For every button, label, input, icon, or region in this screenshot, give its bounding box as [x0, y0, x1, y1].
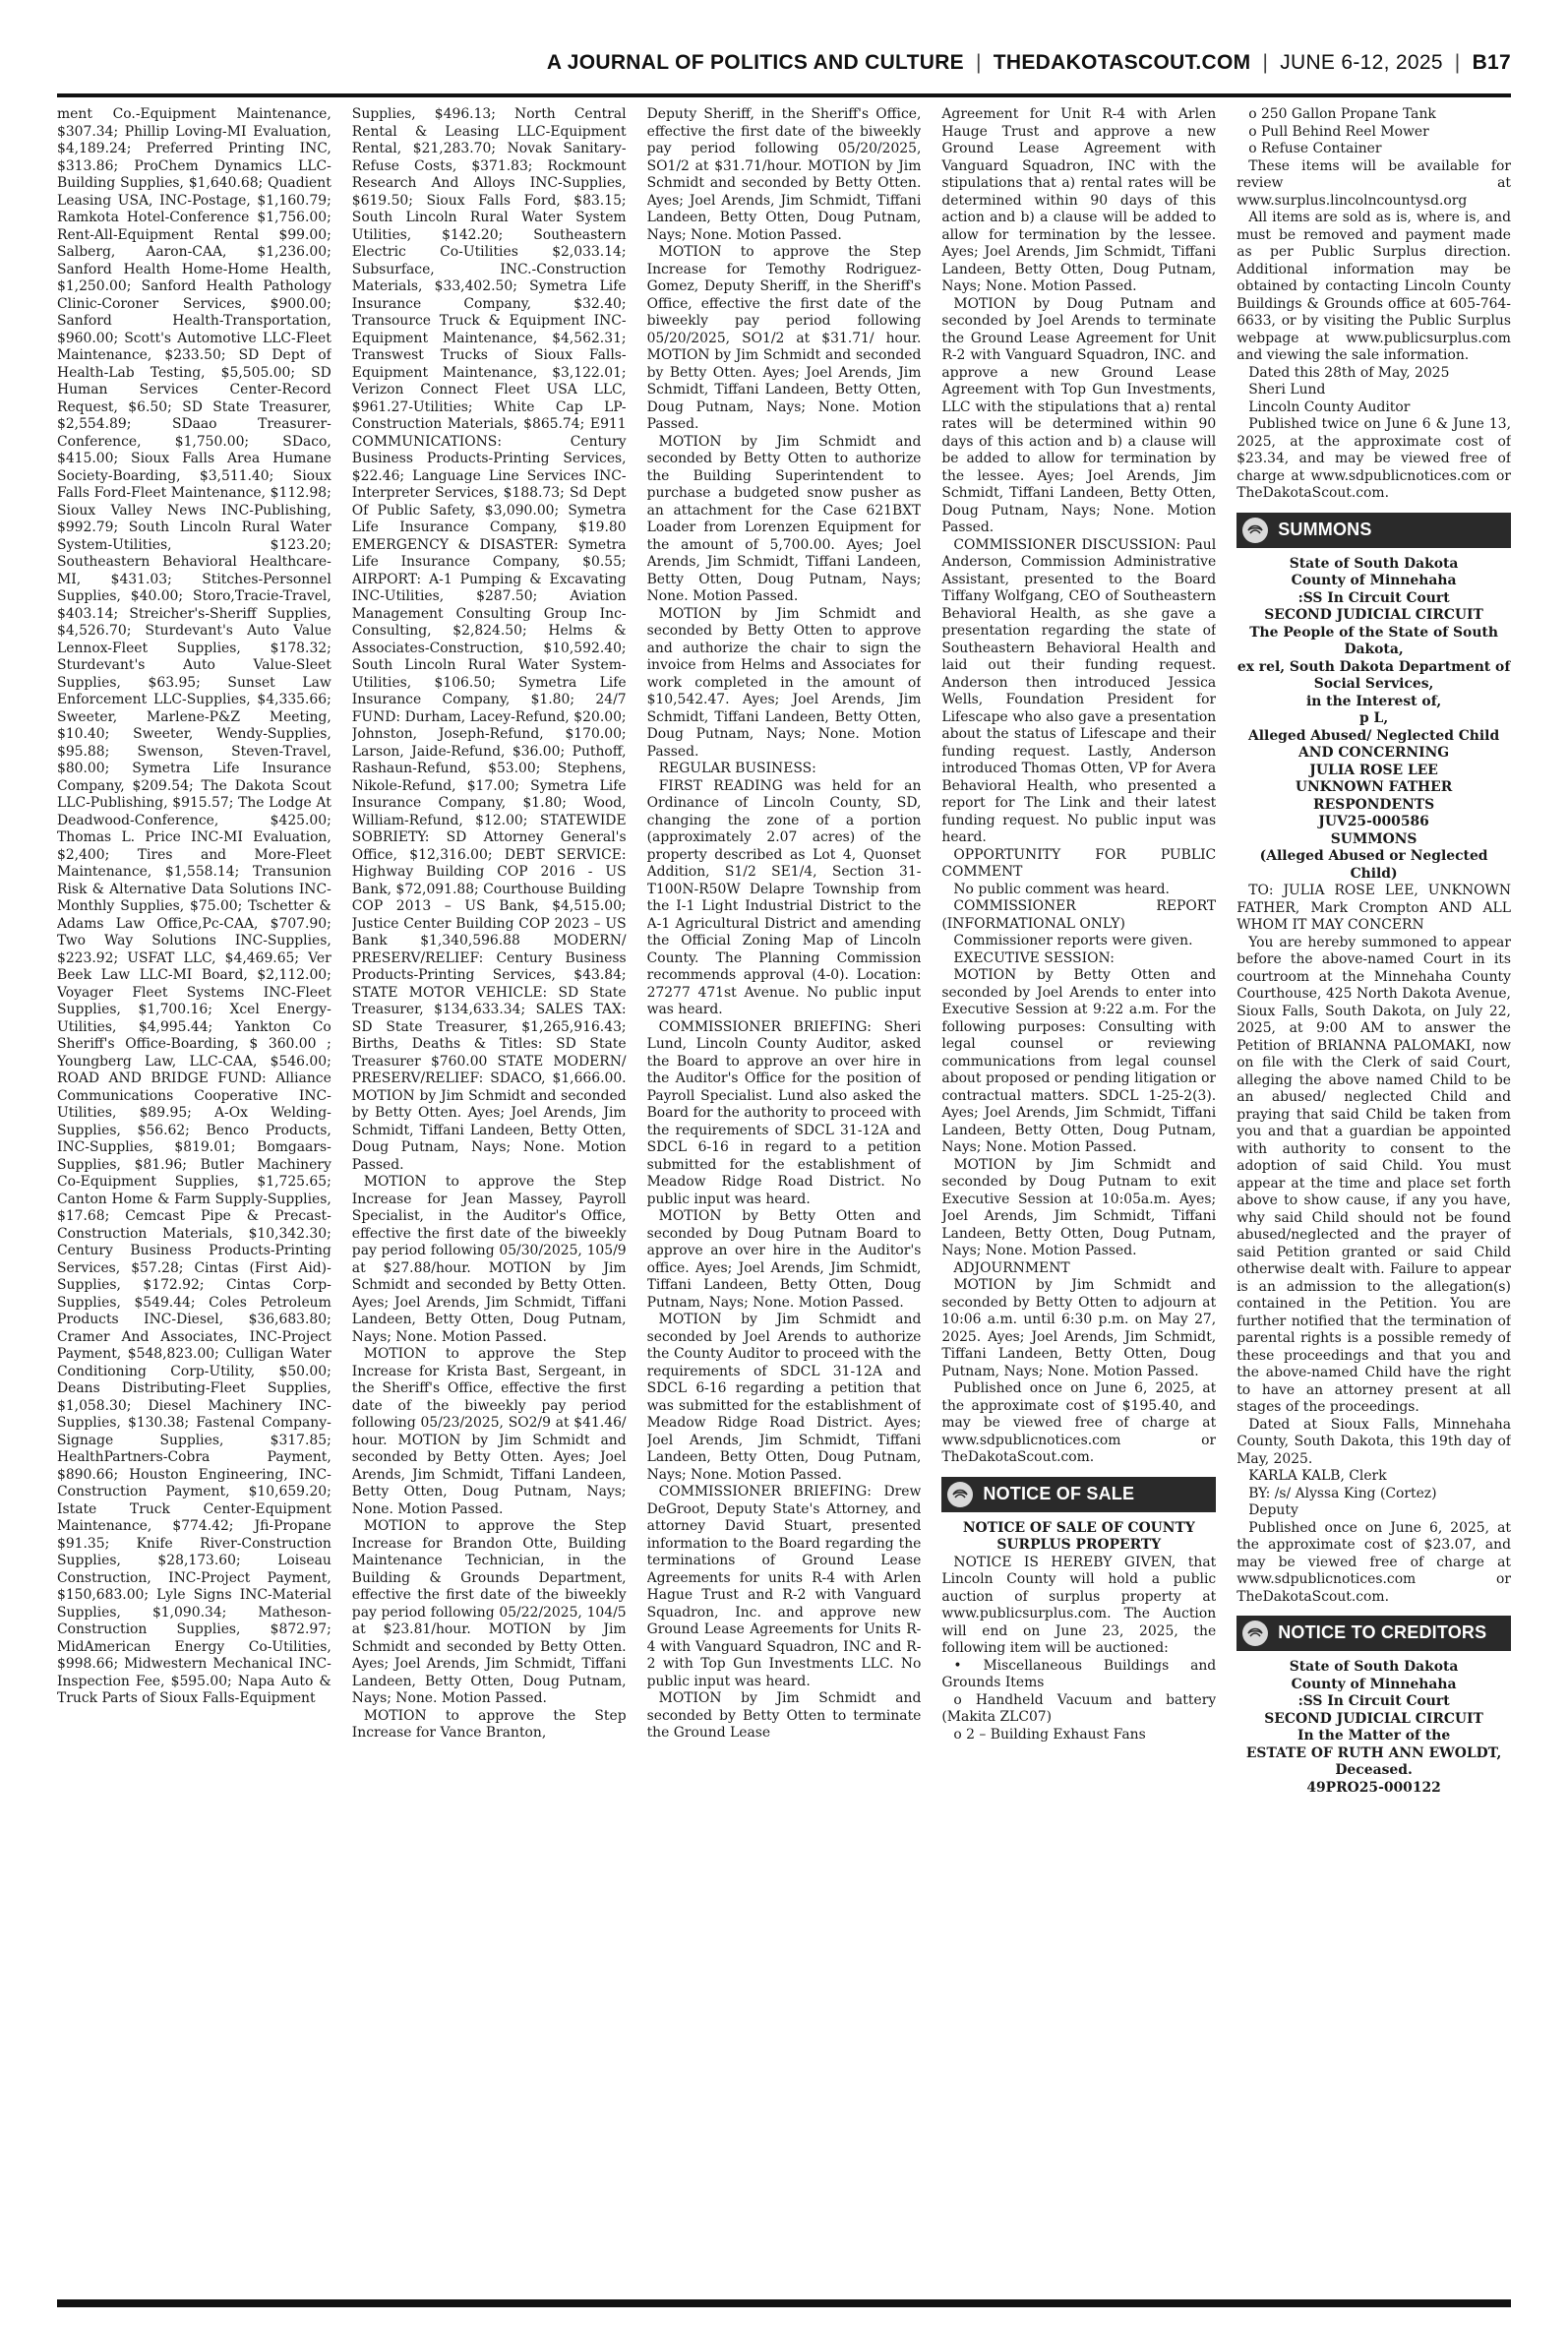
summons-heading-line: RESPONDENTS: [1313, 796, 1435, 813]
motion-paragraph: MOTION by Jim Schmidt and seconded by Betty Otten to terminate the Ground Lease: [646, 1690, 922, 1741]
sale-item: • Miscellaneous Buildings and Grounds Items: [941, 1657, 1217, 1690]
banner-label: NOTICE OF SALE: [983, 1483, 1135, 1503]
issue-date: JUNE 6-12, 2025: [1280, 51, 1443, 74]
summons-heading-line: in the Interest of,: [1305, 693, 1442, 709]
summons-heading-line: SECOND JUDICIAL CIRCUIT: [1264, 607, 1483, 623]
creditors-heading-line: :SS In Circuit Court: [1297, 1693, 1450, 1709]
sale-body: Dated this 28th of May, 2025: [1248, 364, 1450, 381]
motion-paragraph: COMMISSIONER DISCUSSION: Paul Anderson, Commission Administrative Assistant, presented to the Board Tiffany Wolfgang, CEO of Southeastern Behavioral Health, as she gave a presentation regarding the state of Southeastern Behavioral Health and laid out their funding request. Anderson then introduced Jessica Wells, Foundation President for Lifescape who also gave a presentation about the status of Lifescape and their funding request. Lastly, Anderson introduced Thomas Otten, VP for Avera Behavioral Health, who presented a report for The Link and their latest funding request. No public input was heard.: [941, 536, 1217, 845]
notice-columns: [57, 106, 1511, 2295]
column-2: [352, 106, 627, 2295]
motion-paragraph: MOTION by Jim Schmidt and seconded by Betty Otten to adjourn at 10:06 a.m. until 6:30 p.m. on May 27, 2025. Ayes; Joel Arends, Jim Schmidt, Tiffani Landeen, Betty Otten, Doug Putnam, Nays; None. Motion Passed.: [941, 1277, 1217, 1379]
summons-heading-line: p L,: [1359, 710, 1389, 726]
header-rule: [57, 93, 1511, 97]
summons-body: Dated at Sioux Falls, Minnehaha County, South Dakota, this 19th day of May, 2025.: [1236, 1416, 1511, 1467]
motion-paragraph: MOTION to approve the Step Increase for Vance Branton,: [351, 1707, 627, 1741]
section-heading: EXECUTIVE SESSION:: [953, 949, 1115, 966]
sale-intro: NOTICE IS HEREBY GIVEN, that Lincoln County will hold a public auction of surplus property at www.publicsurplus.com. The Auction will end on June 23, 2025, the following item will be auctioned:: [941, 1554, 1217, 1656]
motion-paragraph: No public comment was heard.: [953, 881, 1170, 897]
summons-heading-line: (Alleged Abused or Neglected Child): [1259, 848, 1488, 882]
summons-heading-line: Alleged Abused/ Neglected Child: [1247, 727, 1500, 744]
section-heading: OPPORTUNITY FOR PUBLIC COMMENT: [941, 846, 1217, 880]
banner-label: NOTICE TO CREDITORS: [1278, 1622, 1487, 1643]
header-separator: |: [1454, 51, 1461, 74]
motion-paragraph: COMMISSIONER BRIEFING: Sheri Lund, Lincoln County Auditor, asked the Board to approve an over hire in the Auditor's Office for the position of Payroll Specialist. Lund also asked the Board for the authority to proceed with the requirements of SDCL 31-12A and SDCL 6-16 in regard to a petition submitted for the establishment of Meadow Ridge Road District. No public input was heard.: [646, 1018, 922, 1207]
motion-paragraph: MOTION by Jim Schmidt and seconded by Joel Arends to authorize the County Auditor to proceed with the requirements of SDCL 31-12A and SDCL 6-16 regarding a petition that was submitted for the establishment of Meadow Ridge Road District. Ayes; Joel Arends, Jim Schmidt, Tiffani Landeen, Betty Otten, Doug Putnam, Nays; None. Motion Passed.: [646, 1312, 922, 1483]
summons-banner: [1236, 513, 1511, 548]
publication-note: Published once on June 6, 2025, at the approximate cost of $195.40, and may be viewed free of charge at www.sdpublicnotices.com or TheDakotaScout.com.: [941, 1380, 1217, 1465]
motion-paragraph: MOTION to approve the Step Increase for Krista Bast, Sergeant, in the Sheriff's Office, effective the first date of the biweekly pay period following 05/23/2025, SO2/9 at $41.46/ hour. MOTION by Jim Schmidt and seconded by Betty Otten. Ayes; Joel Arends, Jim Schmidt, Tiffani Landeen, Betty Otten, Doug Putnam, Nays; None. Motion Passed.: [351, 1346, 627, 1517]
page-header: [57, 43, 1511, 83]
publication-note: Published once on June 6, 2025, at the approximate cost of $23.07, and may be viewed free of charge at www.sdpublicnotices.com or TheDakotaScout.com.: [1236, 1519, 1511, 1605]
notice-of-sale-banner: [941, 1477, 1216, 1512]
motion-paragraph: MOTION to approve the Step Increase for Jean Massey, Payroll Specialist, in the Auditor's Office, effective the first date of the biweekly pay period following 05/30/2025, 105/9 at $27.88/hour. MOTION by Jim Schmidt and seconded by Betty Otten. Ayes; Joel Arends, Jim Schmidt, Tiffani Landeen, Betty Otten, Doug Putnam, Nays; None. Motion Passed.: [351, 1174, 627, 1345]
motion-paragraph: Deputy Sheriff, in the Sheriff's Office, effective the first date of the biweekly pay period following 05/20/2025, SO1/2 at $31.71/hour. MOTION by Jim Schmidt and seconded by Betty Otten. Ayes; Joel Arends, Jim Schmidt, Tiffani Landeen, Betty Otten, Doug Putnam, Nays; None. Motion Passed.: [646, 106, 922, 243]
sale-heading: NOTICE OF SALE OF COUNTY SURPLUS PROPERTY: [962, 1519, 1195, 1553]
sale-body: Lincoln County Auditor: [1248, 398, 1411, 415]
header-separator: |: [976, 51, 982, 74]
creditors-heading-line: ESTATE OF RUTH ANN EWOLDT,: [1245, 1744, 1502, 1761]
journal-tagline: A JOURNAL OF POLITICS AND CULTURE: [546, 51, 964, 74]
sale-body: All items are sold as is, where is, and must be removed and payment made as per Public Surplus direction. Additional information may be obtained by contacting Lincoln County Buildings & Grounds office at 605-764-6633, or by visiting the Public Surplus webpage at www.publicsurplus.com and viewing the sale information.: [1236, 210, 1511, 363]
section-heading: COMMISSIONER REPORT (INFORMATIONAL ONLY): [941, 898, 1217, 932]
motion-paragraph: MOTION by Betty Otten and seconded by Joel Arends to enter into Executive Session at 9:22 a.m. For the following purposes: Consulting with legal counsel or reviewing communications from legal counsel about proposed or pending litigation or contractual matters. SDCL 1-25-2(3). Ayes; Joel Arends, Jim Schmidt, Tiffani Landeen, Betty Otten, Doug Putnam, Nays; None. Motion Passed.: [941, 967, 1217, 1155]
claims-paragraph: ment Co.-Equipment Maintenance, $307.34; Phillip Loving-MI Evaluation, $4,189.24; Preferred Printing INC, $313.86; ProChem Dynamics LLC-Building Supplies, $1,640.68; Quadient Leasing USA, INC-Postage, $1,160.79; Ramkota Hotel-Conference $1,756.00; Rent-All-Equipment Rental $99.00; Salberg, Aaron-CAA, $1,236.00; Sanford Health Home-Home Health, $1,250.00; Sanford Health Pathology Clinic-Coroner Services, $900.00; Sanford Health-Transportation, $960.00; Scott's Automotive LLC-Fleet Maintenance, $233.50; SD Dept of Health-Lab Testing, $5,505.00; SD Human Services Center-Record Request, $6.50; SD State Treasurer, $2,554.89; SDaao Treasurer-Conference, $1,750.00; SDaco, $415.00; Sioux Falls Area Humane Society-Boarding, $3,511.40; Sioux Falls Ford-Fleet Maintenance, $112.98; Sioux Valley News INC-Publishing, $992.79; South Lincoln Rural Water System-Utilities, $123.20; Southeastern Behavioral Healthcare-MI, $431.03; Stitches-Personnel Supplies, $40.00; Storo,Tracie-Travel, $403.14; Streicher's-Sheriff Supplies, $4,526.70; Sturdevant's Auto Value Lennox-Fleet Supplies, $178.32; Sturdevant's Auto Value-Sleet Supplies, $63.95; Sunset Law Enforcement LLC-Supplies, $4,335.66; Sweeter, Marlene-P&Z Meeting, $10.40; Sweeter, Wendy-Supplies, $95.88; Swenson, Steven-Travel, $80.00; Symetra Life Insurance Company, $209.54; The Dakota Scout LLC-Publishing, $915.57; The Lodge At Deadwood-Conference, $425.00; Thomas L. Price INC-MI Evaluation, $2,400; Tires and More-Fleet Maintenance, $1,558.14; Transunion Risk & Alternative Data Solutions INC-Monthly Supplies, $75.00; Tschetter & Adams Law Office,Pc-CAA, $707.90; Two Way Solutions INC-Supplies, $223.92; USFAT LLC, $4,469.65; Ver Beek Law LLC-MI Board, $2,112.00; Voyager Fleet Systems INC-Fleet Supplies, $1,700.16; Xcel Energy-Utilities, $4,995.44; Yankton Co Sheriff's Office-Boarding, $ 360.00 ; Youngberg Law, LLC-CAA, $546.00; ROAD AND BRIDGE FUND: Alliance Communications Cooperative INC-Utilities, $89.95; A-Ox Welding-Supplies, $56.62; Benco Products, INC-Supplies, $819.01; Bomgaars-Supplies, $81.96; Butler Machinery Co-Equipment Supplies, $1,725.65; Canton Home & Farm Supply-Supplies, $17.68; Cemcast Pipe & Precast-Construction Materials, $10,342.30; Century Business Products-Printing Services, $57.28; Cintas (First Aid)-Supplies, $172.92; Cintas Corp-Supplies, $549.44; Coles Petroleum Products INC-Diesel, $36,683.80; Cramer And Associates, INC-Project Payment, $548,823.00; Culligan Water Conditioning Corp-Utility, $50.00; Deans Distributing-Fleet Supplies, $1,058.30; Diesel Machinery INC-Supplies, $130.38; Fastenal Company-Signage Supplies, $317.85; HealthPartners-Cobra Payment, $890.66; Houston Engineering, INC-Construction Payment, $10,659.20; Istate Truck Center-Equipment Maintenance, $774.42; Jfi-Propane $91.35; Knife River-Construction Supplies, $28,173.60; Loiseau Construction, INC-Project Payment, $150,683.00; Lyle Signs INC-Material Supplies, $1,090.34; Matheson-Construction Supplies, $872.97; MidAmerican Energy Co-Utilities, $998.66; Midwestern Mechanical INC-Inspection Fee, $595.00; Napa Auto & Truck Parts of Sioux Falls-Equipment: [57, 106, 332, 1706]
sale-item: o Handheld Vacuum and battery (Makita ZLC07): [941, 1691, 1217, 1725]
motion-paragraph: Agreement for Unit R-4 with Arlen Hauge Trust and approve a new Ground Lease Agreement with Vanguard Squadron, INC with the stipulations that a) rental rates will be determined within 90 days of this action and b) a clause will be added to allow for termination by the lessee. Ayes; Joel Arends, Jim Schmidt, Tiffani Landeen, Betty Otten, Doug Putnam, Nays; None. Motion Passed.: [941, 106, 1217, 294]
motion-paragraph: MOTION to approve the Step Increase for Temothy Rodriguez-Gomez, Deputy Sheriff, in the Sheriff's Office, effective the first date of the biweekly pay period following 05/20/2025, SO1/2 at $31.71/ hour. MOTION by Jim Schmidt and seconded by Betty Otten. Ayes; Joel Arends, Jim Schmidt, Tiffani Landeen, Betty Otten, Doug Putnam, Nays; None. Motion Passed.: [646, 244, 922, 432]
scout-logo-icon: [1242, 518, 1268, 543]
summons-heading-line: JUV25-000586: [1318, 814, 1429, 829]
creditors-heading-line: Deceased.: [1335, 1762, 1413, 1778]
scout-logo-icon: [1242, 1621, 1268, 1646]
motion-paragraph: FIRST READING was held for an Ordinance of Lincoln County, SD, changing the zone of a portion (approximately 2.07 acres) of the property described as Lot 4, Quonset Addition, S1/2 SE1/4, Section 31-T100N-R50W Delapre Township from the I-1 Light Industrial District to the A-1 Agricultural District and amending the Official Zoning Map of Lincoln County. The Planning Commission recommends approval (4-0). Location: 27277 471st Avenue. No public input was heard.: [646, 777, 922, 1017]
header-separator: |: [1262, 51, 1269, 74]
summons-heading-line: The People of the State of South Dakota,: [1249, 624, 1498, 657]
column-4: [941, 106, 1216, 2295]
footer-rule: [57, 2299, 1511, 2307]
summons-body: Deputy: [1248, 1502, 1298, 1518]
column-1: [57, 106, 332, 2295]
summons-heading-line: JULIA ROSE LEE: [1309, 762, 1438, 778]
creditors-heading-line: State of South Dakota: [1289, 1659, 1459, 1675]
motion-paragraph: MOTION to approve the Step Increase for Brandon Otte, Building Maintenance Technician, in the Building & Grounds Department, effective the first date of the biweekly pay period following 05/22/2025, 104/5 at $23.81/hour. MOTION by Jim Schmidt and seconded by Betty Otten. Ayes; Joel Arends, Jim Schmidt, Tiffani Landeen, Betty Otten, Doug Putnam, Nays; None. Motion Passed.: [351, 1518, 627, 1706]
sale-item: o 250 Gallon Propane Tank: [1248, 106, 1436, 122]
site-name[interactable]: THEDAKOTASCOUT.COM: [993, 51, 1251, 74]
scout-logo-icon: [947, 1482, 973, 1507]
motion-paragraph: MOTION by Jim Schmidt and seconded by Betty Otten to authorize the Building Superintendent to purchase a budgeted snow pusher as an attachment for the Case 621BXT Loader from Lorenzen Equipment for the amount of 5,700.00. Ayes; Joel Arends, Jim Schmidt, Tiffani Landeen, Betty Otten, Doug Putnam, Nays; None. Motion Passed.: [646, 433, 922, 604]
sale-body: Sheri Lund: [1248, 382, 1326, 398]
creditors-heading-line: In the Matter of the: [1297, 1728, 1451, 1744]
section-heading: REGULAR BUSINESS:: [658, 761, 816, 776]
sale-item: o 2 – Building Exhaust Fans: [953, 1726, 1146, 1743]
motion-paragraph: MOTION by Doug Putnam and seconded by Joel Arends to terminate the Ground Lease Agreement for Unit R-2 with Vanguard Squadron, INC. and approve a new Ground Lease Agreement with Top Gun Investments, LLC with the stipulations that a) rental rates will be determined within 90 days of this action and b) a clause will be added to allow for termination by the lessee. Ayes; Joel Arends, Jim Schmidt, Tiffani Landeen, Betty Otten, Doug Putnam, Nays; None. Motion Passed.: [941, 295, 1217, 535]
publication-note: Published twice on June 6 & June 13, 2025, at the approximate cost of $23.34, and may be viewed free of charge at www.sdpublicnotices.com or TheDakotaScout.com.: [1236, 416, 1511, 501]
summons-body: TO: JULIA ROSE LEE, UNKNOWN FATHER, Mark Crompton AND ALL WHOM IT MAY CONCERN: [1236, 883, 1511, 933]
summons-heading-line: :SS In Circuit Court: [1297, 589, 1450, 606]
motion-paragraph: MOTION by Betty Otten and seconded by Doug Putnam Board to approve an over hire in the Auditor's office. Ayes; Joel Arends, Jim Schmidt, Tiffani Landeen, Betty Otten, Doug Putnam, Nays; None. Motion Passed.: [646, 1208, 922, 1311]
summons-heading-line: UNKNOWN FATHER: [1295, 779, 1453, 795]
motion-paragraph: MOTION by Jim Schmidt and seconded by Doug Putnam to exit Executive Session at 10:05a.m. Ayes; Joel Arends, Jim Schmidt, Tiffani Landeen, Betty Otten, Doug Putnam, Nays; None. Motion Passed.: [941, 1156, 1217, 1258]
sale-body: These items will be available for review at www.surplus.lincolncountysd.org: [1236, 157, 1511, 209]
summons-body: You are hereby summoned to appear before the above-named Court in its courtroom at the Minnehaha County Courthouse, 425 North Dakota Avenue, Sioux Falls, South Dakota, on July 22, 2025, at 9:00 AM to answer the Petition of BRIANNA PALOMAKI, now on file with the Clerk of said Court, alleging the above named Child to be an abused/ neglected Child and praying that said Child be taken from you and that a guardian be appointed with authority to consent to the adoption of said Child. You must appear at the time and place set forth above to show cause, if any you have, why said Child should not be found abused/neglected and the prayer of said Petition granted or said Child otherwise dealt with. Failure to appear is an admission to the allegation(s) contained in the Petition. You are further notified that the termination of parental rights is a possible remedy of these proceedings and that you and the above-named Child have the right to have an attorney present at all stages of the proceedings.: [1236, 934, 1511, 1415]
column-3: [647, 106, 922, 2295]
motion-paragraph: Commissioner reports were given.: [953, 933, 1193, 948]
summons-heading-line: County of Minnehaha: [1291, 573, 1457, 588]
summons-heading-line: Social Services,: [1313, 676, 1434, 692]
creditors-heading-line: 49PRO25-000122: [1306, 1779, 1441, 1796]
creditors-heading-line: County of Minnehaha: [1291, 1676, 1457, 1692]
summons-heading-line: State of South Dakota: [1289, 555, 1459, 572]
summons-heading-line: AND CONCERNING: [1298, 745, 1450, 761]
motion-paragraph: MOTION by Jim Schmidt and seconded by Betty Otten to approve and authorize the chair to sign the invoice from Helms and Associates for work completed in the amount of $10,542.47. Ayes; Joel Arends, Jim Schmidt, Tiffani Landeen, Betty Otten, Doug Putnam, Nays; None. Motion Passed.: [646, 605, 922, 760]
sale-item: o Refuse Container: [1248, 141, 1382, 156]
summons-heading-line: SUMMONS: [1330, 830, 1417, 847]
section-heading: ADJOURNMENT: [953, 1259, 1070, 1276]
summons-body: KARLA KALB, Clerk: [1248, 1468, 1387, 1484]
column-5: [1236, 106, 1511, 2295]
notice-to-creditors-banner: [1236, 1616, 1511, 1651]
claims-paragraph: Supplies, $496.13; North Central Rental & Leasing LLC-Equipment Rental, $21,283.70; Novak Sanitary-Refuse Costs, $371.83; Rockmount Research And Alloys INC-Supplies, $619.50; Sioux Falls Ford, $83.15; South Lincoln Rural Water System Utilities, $142.20; Southeastern Electric Co-Utilities $2,033.14; Subsurface, INC.-Construction Materials, $33,402.50; Symetra Life Insurance Company, $32.40; Transource Truck & Equipment INC-Equipment Maintenance, $4,562.31; Transwest Trucks of Sioux Falls-Equipment Maintenance, $3,122.01; Verizon Connect Fleet USA LLC, $961.27-Utilities; White Cap LP-Construction Materials, $865.74; E911 COMMUNICATIONS: Century Business Products-Printing Services, $22.46; Language Line Services INC-Interpreter Services, $188.73; Sd Dept Of Public Safety, $3,090.00; Symetra Life Insurance Company, $19.80 EMERGENCY & DISASTER: Symetra Life Insurance Company, $0.55; AIRPORT: A-1 Pumping & Excavating INC-Utilities, $287.50; Aviation Management Consulting Group Inc-Consulting, $2,824.50; Helms & Associates-Construction, $10,592.40; South Lincoln Rural Water System- Utilities, $106.50; Symetra Life Insurance Company, $1.80; 24/7 FUND: Durham, Lacey-Refund, $20.00; Johnston, Joseph-Refund, $170.00; Larson, Jaide-Refund, $36.00; Puthoff, Rashaun-Refund, $53.00; Stephens, Nikole-Refund, $17.00; Symetra Life Insurance Company, $1.80; Wood, William-Refund, $12.00; STATEWIDE SOBRIETY: SD Attorney General's Office, $12,316.00; DEBT SERVICE: Highway Building COP 2016 - US Bank, $72,091.88; Courthouse Building COP 2013 – US Bank, $4,515.00; Justice Center Building COP 2023 – US Bank $1,340,596.88 MODERN/ PRESERV/RELIEF: Century Business Products-Printing Services, $43.84; STATE MOTOR VEHICLE: SD State Treasurer, $134,633.34; SALES TAX: SD State Treasurer, $1,265,916.43; Births, Deaths & Titles: SD State Treasurer $760.00 STATE MODERN/ PRESERV/RELIEF: SDACO, $1,666.00. MOTION by Jim Schmidt and seconded by Betty Otten. Ayes; Joel Arends, Jim Schmidt, Tiffani Landeen, Betty Otten, Doug Putnam, Nays; None. Motion Passed.: [351, 106, 627, 1173]
motion-paragraph: COMMISSIONER BRIEFING: Drew DeGroot, Deputy State's Attorney, and attorney David Stuart, presented information to the Board regarding the terminations of Ground Lease Agreements for units R-4 with Arlen Hague Trust and R-2 with Vanguard Squadron, Inc. and approve new Ground Lease Agreements for Units R-4 with Vanguard Squadron, INC and R-2 with Top Gun Investments LLC. No public input was heard.: [646, 1484, 922, 1689]
creditors-heading-line: SECOND JUDICIAL CIRCUIT: [1264, 1710, 1483, 1727]
summons-body: BY: /s/ Alyssa King (Cortez): [1248, 1485, 1437, 1501]
page-number: B17: [1472, 51, 1511, 74]
sale-item: o Pull Behind Reel Mower: [1248, 123, 1429, 140]
banner-label: SUMMONS: [1278, 519, 1372, 539]
summons-heading-line: ex rel, South Dakota Department of: [1236, 658, 1511, 675]
